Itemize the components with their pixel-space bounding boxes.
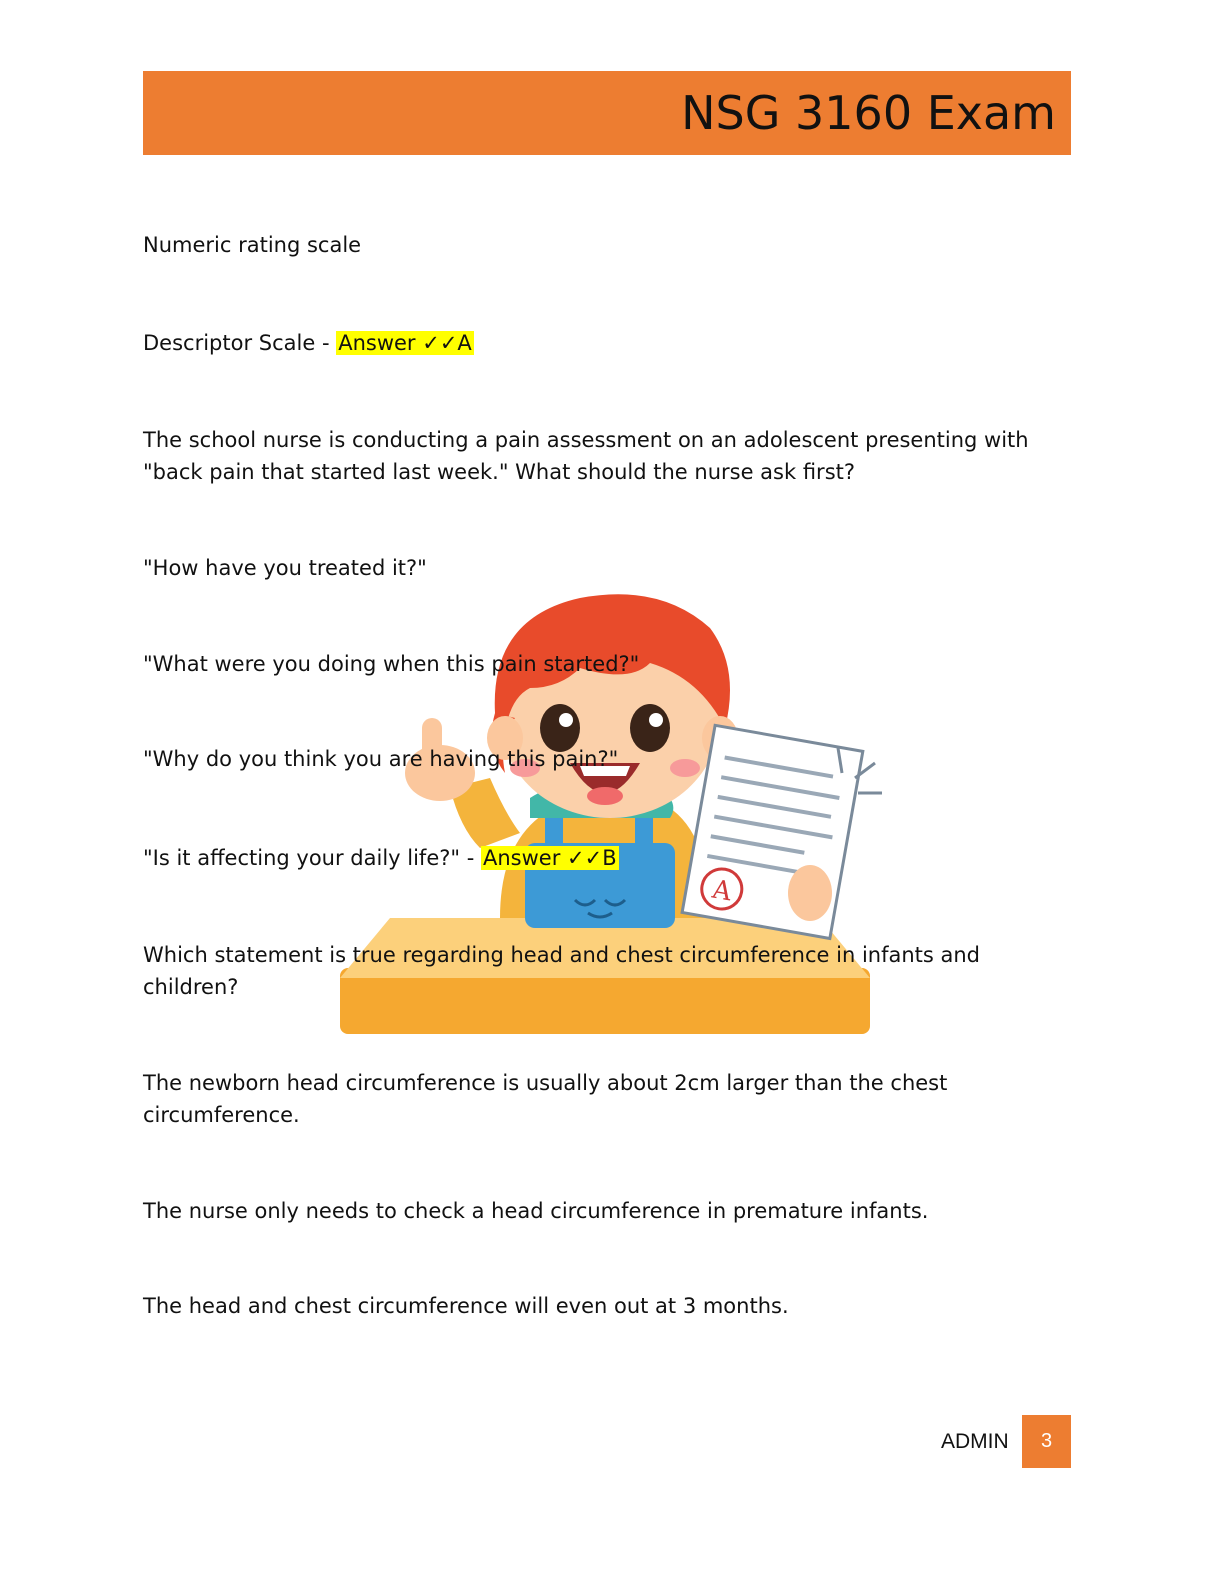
- text-descriptor-scale: [143, 327, 1078, 359]
- option-premature: The nurse only needs to check a head circumference in premature infants.: [143, 1199, 929, 1223]
- page-title: NSG 3160 Exam: [681, 86, 1056, 140]
- footer-author: ADMIN: [941, 1430, 1009, 1453]
- answer-highlight-a: Answer ✓✓A: [338, 331, 472, 355]
- option-treated: "How have you treated it?": [143, 556, 427, 580]
- option-why: "Why do you think you are having this pain?": [143, 747, 619, 771]
- option-daily-life-label: "Is it affecting your daily life?" -: [143, 846, 481, 870]
- text-numeric-rating-scale: Numeric rating scale: [143, 233, 362, 257]
- page-number: 3: [1040, 1430, 1053, 1452]
- descriptor-scale-label: Descriptor Scale -: [143, 331, 337, 355]
- page-number-box: [1022, 1415, 1071, 1468]
- option-newborn-head: The newborn head circumference is usually about 2cm larger than the chest circumference.: [143, 1071, 948, 1127]
- option-daily-life: [143, 842, 1078, 874]
- option-three-months: The head and chest circumference will even out at 3 months.: [143, 1294, 789, 1318]
- grade-mark: A: [709, 874, 734, 908]
- question-pain-assessment: The school nurse is conducting a pain assessment on an adolescent presenting with "back pain that started last week." What should the nurse ask first?: [143, 428, 1029, 484]
- question-circumference: Which statement is true regarding head and chest circumference in infants and children?: [143, 943, 981, 999]
- answer-highlight-b: Answer ✓✓B: [482, 846, 617, 870]
- header-bar: [143, 71, 1071, 155]
- option-doing: "What were you doing when this pain started?": [143, 652, 640, 676]
